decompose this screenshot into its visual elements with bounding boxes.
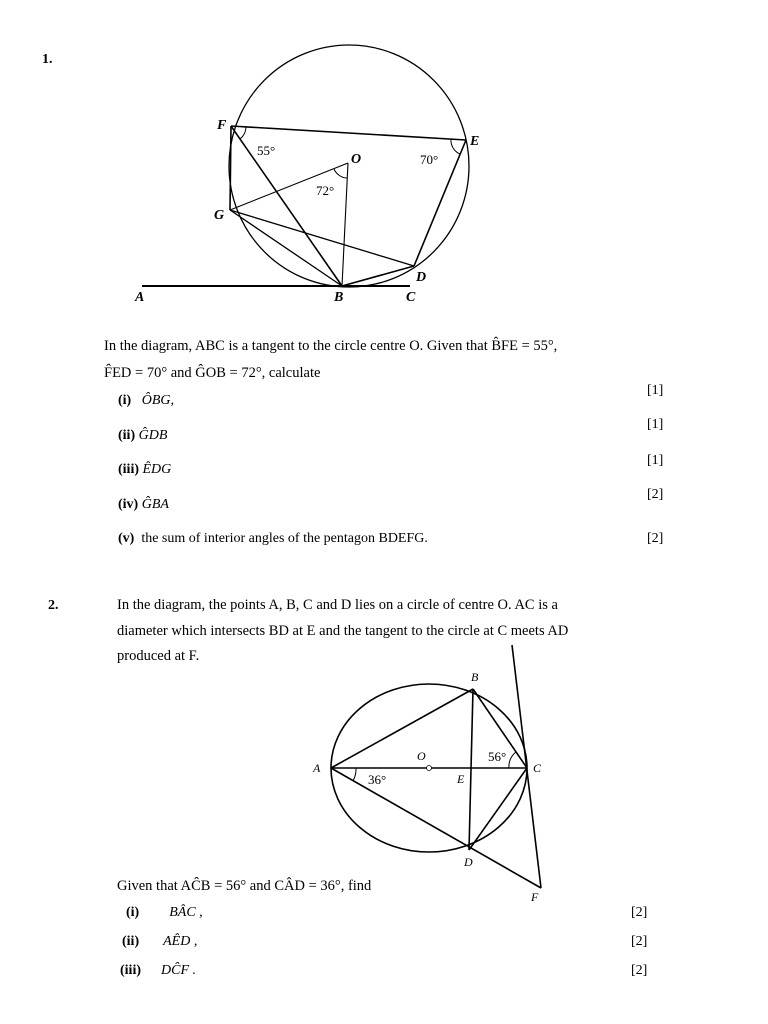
q2-label-e: E [457,772,465,786]
q1-part-i-text: ÔBG, [141,393,174,408]
q2-part-iii-label: (iii) [120,963,141,978]
q2-chord-ab [331,689,473,768]
q2-label-o: O [417,749,426,763]
q1-part-iii-text: ÊDG [142,462,172,477]
q1-angle-bfe: 55° [257,143,276,158]
q2-line-adf [331,768,541,888]
q2-label-f: F [531,890,539,904]
q1-part-ii-text: ĜDB [138,428,168,443]
q1-label-f: F [217,118,227,133]
q1-part-iv-label: (iv) [118,497,139,512]
q1-part-i-label: (i) [118,393,132,408]
q2-centre-point [427,766,432,771]
q2-label-c: C [533,761,542,775]
q1-part-v-text: the sum of interior angles of the pentagon BDEFG. [141,531,428,546]
q2-part-ii-marks: [2] [631,934,648,949]
q2-label-b: B [471,670,479,684]
q2-intro-line3: produced at F. [117,648,200,664]
q2-part-i [126,905,203,921]
q1-label-g: G [214,208,225,223]
q1-intro-line1: In the diagram, ABC is a tangent to the circle centre O. Given that B̂FE = 55°, [104,338,558,354]
q1-part-iv-text: ĜBA [141,497,169,512]
q2-part-ii [122,934,197,950]
q2-part-iii-marks: [2] [631,963,648,978]
q2-chord-cd [469,768,527,850]
q2-part-iii-text: DĈF . [161,963,196,978]
q2-part-i-text: BÂC , [169,905,203,920]
q2-part-ii-label: (ii) [122,934,140,949]
q1-part-iii-marks: [1] [647,453,664,468]
q2-arc-cad [353,768,356,781]
q1-label-e: E [470,134,480,149]
q2-intro-line2: diameter which intersects BD at E and the tangent to the circle at C meets AD [117,623,569,639]
q1-intro-line2: F̂ED = 70° and ĜOB = 72°, calculate [104,365,321,381]
q1-label-a: A [135,290,145,305]
question-1-number: 1. [42,52,53,67]
q2-label-d: D [464,855,473,869]
q1-angle-fed: 70° [420,152,439,167]
q2-part-ii-text: AÊD , [163,934,198,949]
q2-label-a: A [313,761,321,775]
q2-intro-line1: In the diagram, the points A, B, C and D lies on a circle of centre O. AC is a [117,597,558,613]
q2-part-iii [120,963,196,979]
q1-part-i-marks: [1] [647,383,664,398]
q1-label-c: C [406,290,416,305]
q2-angle-cad: 36° [368,772,387,787]
q2-part-i-marks: [2] [631,905,648,920]
q1-part-iii-label: (iii) [118,462,139,477]
q2-arc-acb [509,752,516,768]
q1-part-v-marks: [2] [647,531,664,546]
q2-angle-acb: 56° [488,749,507,764]
q1-part-ii-label: (ii) [118,428,136,443]
q1-label-o: O [351,152,362,167]
q2-given: Given that AĈB = 56° and CÂD = 36°, find [117,878,372,894]
q1-part-v-label: (v) [118,531,135,546]
q1-label-b: B [334,290,344,305]
q1-label-d: D [416,270,427,285]
q2-part-i-label: (i) [126,905,140,920]
q1-part-ii-marks: [1] [647,417,664,432]
q2-chord-bd [469,689,473,850]
q1-part-iv-marks: [2] [647,487,664,502]
question-2-number: 2. [48,598,59,613]
q1-angle-gob: 72° [316,183,335,198]
